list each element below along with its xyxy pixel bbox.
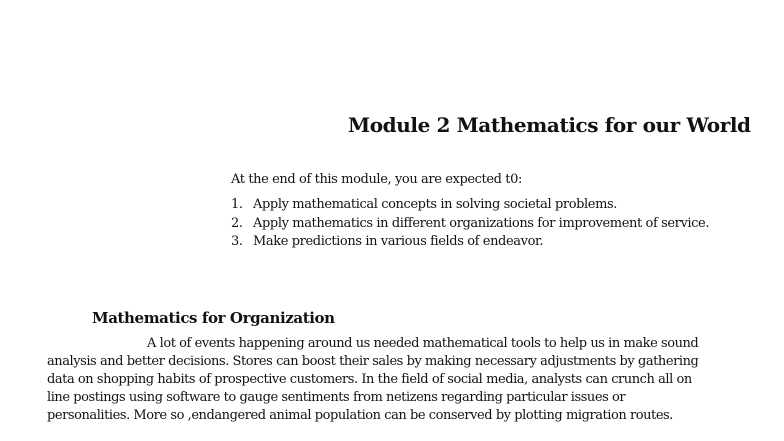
objectives-list (231, 196, 709, 252)
section-heading: Mathematics for Organization (92, 309, 335, 327)
list-number: 3. (231, 234, 243, 249)
paragraph-line: data on shopping habits of prospective customers. In the field of social media, analysts can crunch all on (47, 372, 692, 387)
list-item (231, 196, 709, 215)
paragraph-line: line postings using software to gauge sentiments from netizens regarding particular issues or (47, 390, 626, 405)
list-item (231, 233, 709, 252)
list-number: 2. (231, 215, 243, 231)
list-item (231, 215, 709, 234)
list-item-text: Apply mathematical concepts in solving societal problems. (253, 197, 618, 212)
paragraph-line: analysis and better decisions. Stores can boost their sales by making necessary adjustments by gathering (47, 354, 699, 369)
intro-text: At the end of this module, you are expected t0: (231, 172, 522, 187)
list-item-text: Apply mathematics in different organizations for improvement of service. (253, 215, 710, 231)
list-number: 1. (231, 197, 243, 212)
paragraph-line: A lot of events happening around us needed mathematical tools to help us in make sound (147, 336, 699, 351)
body-paragraph (47, 335, 737, 425)
paragraph-line: personalities. More so ,endangered animal population can be conserved by plotting migration routes. (47, 408, 673, 423)
module-title: Module 2 Mathematics for our World (348, 113, 751, 137)
list-item-text: Make predictions in various fields of endeavor. (253, 234, 544, 249)
